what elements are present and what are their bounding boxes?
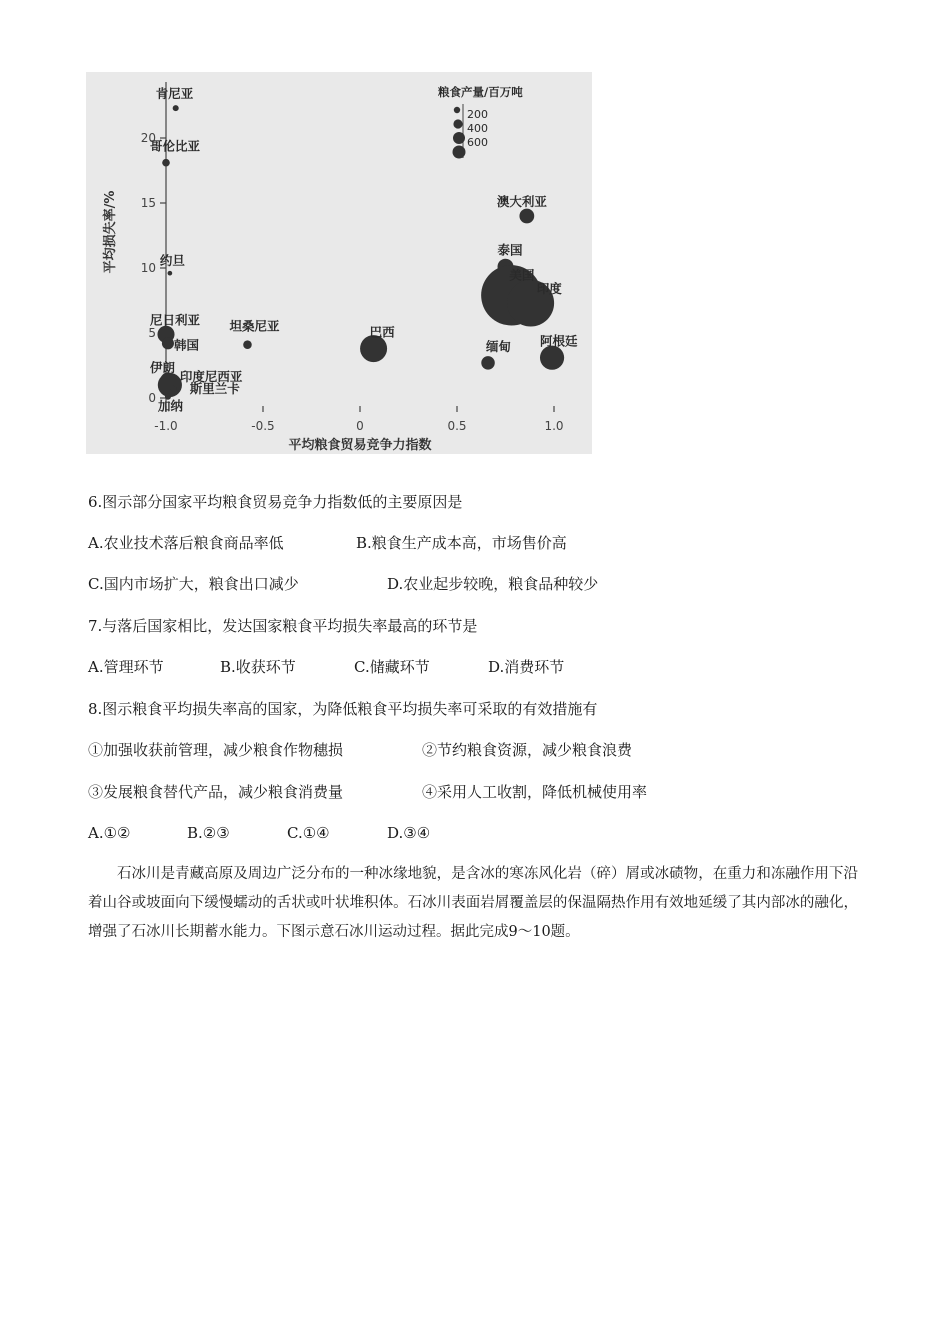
x-tick-label: -1.0 <box>154 419 178 433</box>
point-澳大利亚 <box>519 209 534 224</box>
point-斯里兰卡 <box>171 386 177 392</box>
y-tick-label: 5 <box>148 326 156 340</box>
size-legend-circle-max <box>453 146 466 159</box>
point-坦桑尼亚 <box>243 340 252 349</box>
point-约旦 <box>168 271 173 276</box>
question-6-option-c: C.国内市场扩大，粮食出口减少 <box>88 575 299 593</box>
point-label: 斯里兰卡 <box>189 380 240 396</box>
point-label: 美国 <box>509 267 535 283</box>
y-tick-label: 10 <box>140 261 156 275</box>
point-阿根廷 <box>540 346 564 370</box>
y-tick-label: 15 <box>140 196 156 210</box>
point-label: 巴西 <box>369 324 395 340</box>
size-legend-circle-400 <box>453 119 462 128</box>
point-label: 印度尼西亚 <box>179 369 243 384</box>
point-印度尼西亚 <box>158 373 182 397</box>
passage-rock-glacier: 石冰川是青藏高原及周边广泛分布的一种冰缘地貌，是含冰的寒冻风化岩（碎）屑或冰碛物，在重力和冻融作用下沿着山谷或坡面向下缓慢蠕动的舌状或叶状堆积体。石冰川表面岩屑覆盖层的保温隔热作用有效地延缓了其内部冰的融化，增强了石冰川长期蓄水能力。下图示意石冰川运动过程。据此完成9～10题。 <box>88 866 858 940</box>
question-8-option-b: B.②③ <box>187 824 230 842</box>
y-axis-title: 平均损失率/% <box>103 190 118 274</box>
point-label: 韩国 <box>173 337 199 353</box>
scatter-chart <box>86 72 592 454</box>
point-label: 阿根廷 <box>540 333 578 349</box>
point-韩国 <box>162 337 174 349</box>
x-axis-title: 平均粮食贸易竞争力指数 <box>288 438 432 453</box>
question-8-stem: 8.图示粮食平均损失率高的国家，为降低粮食平均损失率可采取的有效措施有 <box>88 700 598 718</box>
question-8-statement-2: ②节约粮食资源，减少粮食浪费 <box>422 741 633 759</box>
x-tick-label: 0 <box>356 419 364 433</box>
question-7-option-a: A.管理环节 <box>88 658 164 676</box>
size-legend-circle-200 <box>454 107 460 113</box>
x-tick-label: -0.5 <box>251 419 275 433</box>
question-8-option-a: A.①② <box>88 824 131 842</box>
point-label: 哥伦比亚 <box>150 138 201 154</box>
question-7-option-b: B.收获环节 <box>220 658 296 676</box>
question-7-stem: 7.与落后国家相比，发达国家粮食平均损失率最高的环节是 <box>88 617 478 635</box>
question-6-stem: 6.图示部分国家平均粮食贸易竞争力指数低的主要原因是 <box>88 493 463 511</box>
point-缅甸 <box>481 356 495 370</box>
size-legend-label: 200 <box>467 108 488 121</box>
chart-canvas <box>86 72 592 454</box>
y-tick-label: 0 <box>148 391 156 405</box>
point-label: 澳大利亚 <box>496 194 547 209</box>
size-legend-circle-600 <box>453 132 465 144</box>
x-tick-label: 0.5 <box>447 419 467 433</box>
point-label: 肯尼亚 <box>155 86 194 102</box>
question-7-option-d: D.消费环节 <box>488 658 565 676</box>
point-label: 泰国 <box>497 242 523 258</box>
point-label: 约旦 <box>159 253 185 269</box>
point-label: 坦桑尼亚 <box>229 318 280 334</box>
size-legend-label: 600 <box>467 136 488 149</box>
point-label: 尼日利亚 <box>150 312 201 328</box>
point-label: 伊朗 <box>149 359 175 375</box>
question-7-option-c: C.储藏环节 <box>354 658 430 676</box>
question-8-option-c: C.①④ <box>287 824 330 842</box>
point-肯尼亚 <box>173 105 179 111</box>
point-label: 缅甸 <box>486 338 512 354</box>
size-legend-label: 400 <box>467 122 488 135</box>
question-8-statement-4: ④采用人工收割，降低机械使用率 <box>422 783 648 801</box>
question-8-option-d: D.③④ <box>387 824 431 842</box>
size-legend-title: 粮食产量/百万吨 <box>438 85 523 99</box>
point-label: 印度 <box>536 281 562 297</box>
x-tick-label: 1.0 <box>544 419 564 433</box>
question-8-statement-1: ①加强收获前管理，减少粮食作物穗损 <box>88 741 344 759</box>
point-label: 加纳 <box>157 398 183 414</box>
question-8-statement-3: ③发展粮食替代产品，减少粮食消费量 <box>88 783 344 801</box>
y-tick-label: 20 <box>140 131 156 145</box>
question-6-option-d: D.农业起步较晚，粮食品种较少 <box>387 575 599 593</box>
question-6-option-b: B.粮食生产成本高，市场售价高 <box>356 534 567 552</box>
point-哥伦比亚 <box>162 159 170 167</box>
question-6-option-a: A.农业技术落后粮食商品率低 <box>88 534 284 552</box>
